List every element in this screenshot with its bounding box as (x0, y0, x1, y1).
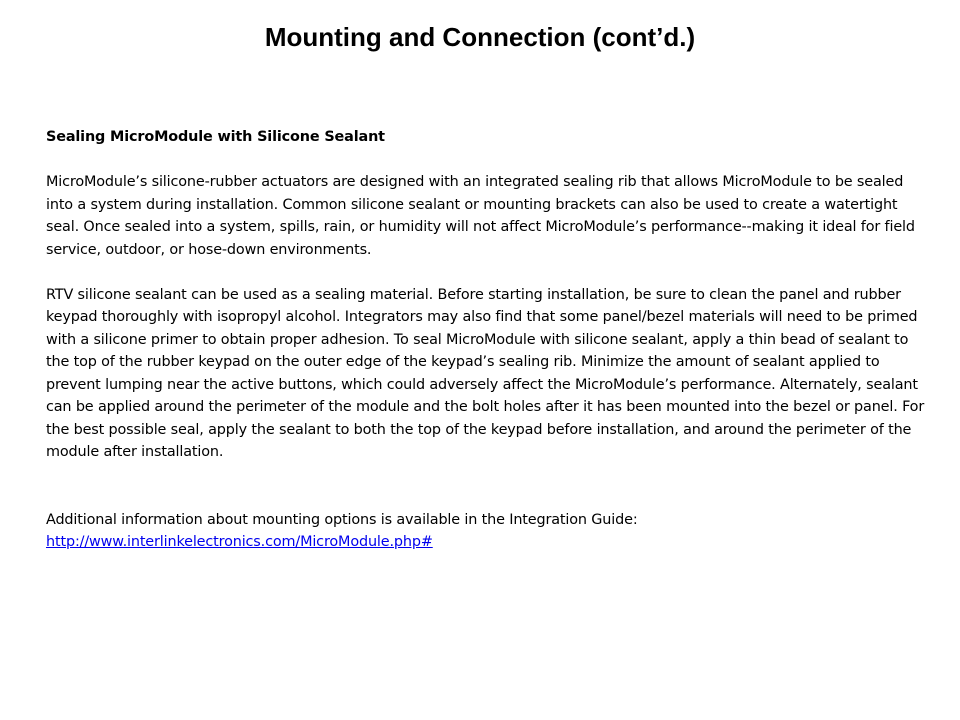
paragraph-rtv-sealant: RTV silicone sealant can be used as a sealing material. Before starting installation, be sure to clean the panel and rubber keypad thoroughly with isopropyl alcohol. Integrators may also find that some panel/bezel materials will need to be primed with a silicone primer to obtain proper adhesion. To seal MicroModule with silicone sealant, apply a thin bead of sealant to the top of the rubber keypad on the outer edge of the keypad’s sealing rib. Minimize the amount of sealant applied to prevent lumping near the active buttons, which could adversely affect the MicroModule’s performance. Alternately, sealant can be applied around the perimeter of the module and the bolt holes after it has been mounted into the bezel or panel. For the best possible seal, apply the sealant to both the top of the keypad before installation, and around the perimeter of the module after installation. (46, 286, 925, 460)
paragraph-sealing-rib: MicroModule’s silicone-rubber actuators are designed with an integrated sealing rib that allows MicroModule to be sealed into a system during installation. Common silicone sealant or mounting brackets can also be used to create a watertight seal. Once sealed into a system, spills, rain, or humidity will not affect MicroModule’s performance--making it ideal for field service, outdoor, or hose-down environments. (46, 174, 915, 258)
slide-body (46, 126, 926, 554)
link-line (46, 531, 926, 554)
spacer (46, 149, 926, 172)
slide-title: Mounting and Connection (cont’d.) (264, 22, 696, 52)
integration-guide-link[interactable]: http://www.interlinkelectronics.com/MicroModule.php# (46, 534, 433, 550)
spacer (46, 464, 926, 509)
spacer (46, 261, 926, 284)
additional-info-text: Additional information about mounting options is available in the Integration Guide: (46, 511, 638, 528)
section-heading: Sealing MicroModule with Silicone Sealant (46, 129, 385, 145)
